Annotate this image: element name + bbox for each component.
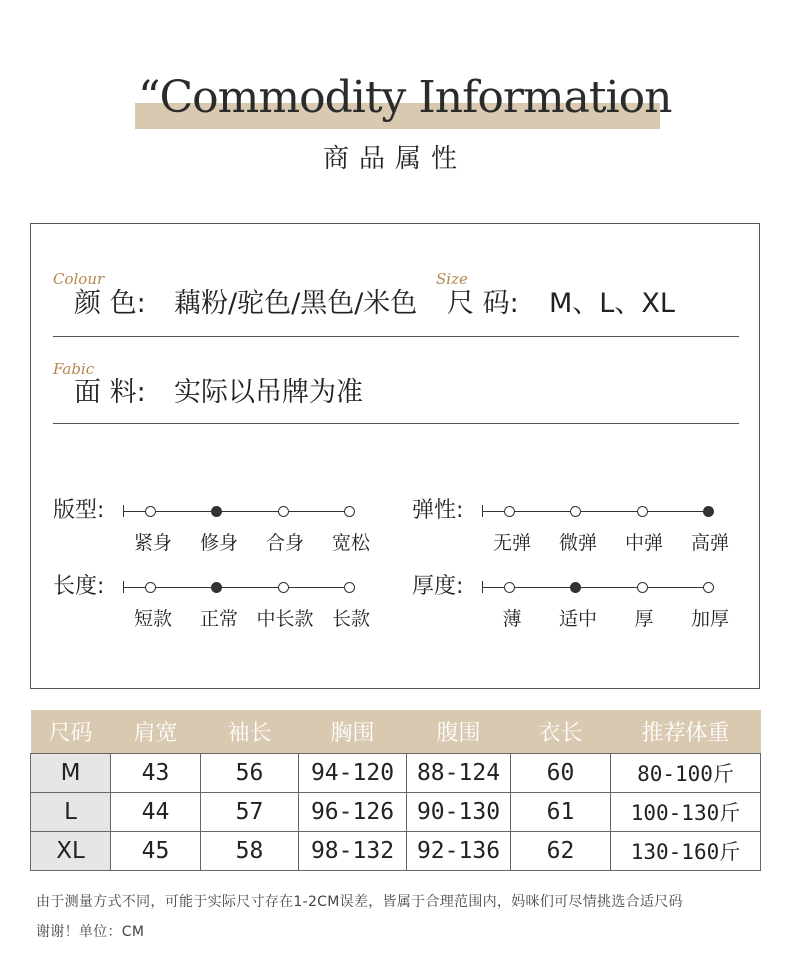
scale-option: 中弹 bbox=[624, 532, 663, 554]
table-cell: 88-124 bbox=[407, 753, 511, 792]
scale-label: 弹性: bbox=[412, 498, 464, 523]
note-measurement: 由于测量方式不同，可能于实际尺寸存在1-2CM误差，皆属于合理范围内，妈咪们可尽情挑选合适尺码 bbox=[36, 894, 683, 910]
fabric-value: 实际以吊牌为准 bbox=[174, 377, 363, 408]
scale-track bbox=[482, 502, 714, 522]
table-header-row bbox=[31, 710, 761, 753]
scale-dot bbox=[145, 506, 156, 517]
scale-option: 无弹 bbox=[492, 532, 531, 554]
scale-dot bbox=[344, 506, 355, 517]
table-cell-size: M bbox=[31, 753, 111, 792]
table-cell: 43 bbox=[111, 753, 201, 792]
table-cell: 94-120 bbox=[299, 753, 407, 792]
scale-option: 正常 bbox=[199, 608, 238, 630]
table-cell: 45 bbox=[111, 831, 201, 870]
scale-option: 高弹 bbox=[690, 532, 729, 554]
scale-dot bbox=[504, 582, 515, 593]
table-cell: 90-130 bbox=[407, 792, 511, 831]
attribute-box bbox=[30, 223, 760, 689]
title-english: “Commodity Information bbox=[138, 72, 672, 123]
colour-script-label: Colour bbox=[53, 270, 105, 288]
table-header-cell: 胸围 bbox=[299, 710, 407, 753]
scale-option: 紧身 bbox=[133, 532, 172, 554]
table-header-cell: 腹围 bbox=[407, 710, 511, 753]
scale-dot bbox=[344, 582, 355, 593]
scale-dot bbox=[278, 506, 289, 517]
table-cell: 98-132 bbox=[299, 831, 407, 870]
size-value: M、L、XL bbox=[549, 288, 675, 319]
fabric-script-label: Fabic bbox=[53, 360, 95, 378]
size-table bbox=[30, 710, 761, 871]
scale-option: 适中 bbox=[558, 608, 597, 630]
table-header-cell: 肩宽 bbox=[111, 710, 201, 753]
table-header-cell: 推荐体重 bbox=[611, 710, 761, 753]
scale-option: 修身 bbox=[199, 532, 238, 554]
table-cell: 44 bbox=[111, 792, 201, 831]
scale-track bbox=[482, 578, 714, 598]
scale-dot bbox=[278, 582, 289, 593]
scale-option: 薄 bbox=[502, 608, 522, 630]
table-cell: 57 bbox=[201, 792, 299, 831]
table-cell: 56 bbox=[201, 753, 299, 792]
scale-dot-selected bbox=[703, 506, 714, 517]
scale-option: 中长款 bbox=[256, 608, 314, 630]
colour-value: 藕粉/驼色/黑色/米色 bbox=[174, 288, 418, 319]
table-cell: 60 bbox=[511, 753, 611, 792]
size-script-label: Size bbox=[436, 270, 468, 288]
scale-dot bbox=[703, 582, 714, 593]
note-unit: 谢谢！单位：CM bbox=[36, 924, 145, 940]
scale-track bbox=[123, 502, 355, 522]
divider-1 bbox=[53, 336, 739, 337]
scale-option: 加厚 bbox=[690, 608, 729, 630]
scale-label: 长度: bbox=[53, 574, 105, 599]
table-row bbox=[31, 792, 761, 831]
table-cell: 130-160斤 bbox=[611, 831, 761, 870]
scale-option: 微弹 bbox=[558, 532, 597, 554]
scale-dot bbox=[570, 506, 581, 517]
table-cell: 61 bbox=[511, 792, 611, 831]
title-chinese: 商品属性 bbox=[322, 144, 467, 174]
table-row bbox=[31, 831, 761, 870]
table-header-cell: 袖长 bbox=[201, 710, 299, 753]
scale-dot bbox=[145, 582, 156, 593]
table-cell: 100-130斤 bbox=[611, 792, 761, 831]
table-cell-size: XL bbox=[31, 831, 111, 870]
scale-option: 短款 bbox=[133, 608, 172, 630]
table-cell: 58 bbox=[201, 831, 299, 870]
scale-dot bbox=[504, 506, 515, 517]
scale-option: 长款 bbox=[331, 608, 370, 630]
scale-option: 合身 bbox=[265, 532, 304, 554]
table-row bbox=[31, 753, 761, 792]
fabric-label: 面 料: bbox=[74, 377, 146, 408]
scale-label: 厚度: bbox=[412, 574, 464, 599]
scale-dot-selected bbox=[211, 582, 222, 593]
scale-option: 宽松 bbox=[331, 532, 370, 554]
scale-track bbox=[123, 578, 355, 598]
scale-dot-selected bbox=[570, 582, 581, 593]
table-cell: 62 bbox=[511, 831, 611, 870]
table-cell: 92-136 bbox=[407, 831, 511, 870]
table-cell: 80-100斤 bbox=[611, 753, 761, 792]
divider-2 bbox=[53, 423, 739, 424]
scale-option: 厚 bbox=[634, 608, 654, 630]
scale-dot bbox=[637, 582, 648, 593]
scale-dot bbox=[637, 506, 648, 517]
table-header-cell: 衣长 bbox=[511, 710, 611, 753]
scale-label: 版型: bbox=[53, 498, 105, 523]
table-cell: 96-126 bbox=[299, 792, 407, 831]
scale-dot-selected bbox=[211, 506, 222, 517]
colour-label: 颜 色: bbox=[74, 288, 146, 319]
table-cell-size: L bbox=[31, 792, 111, 831]
table-header-cell: 尺码 bbox=[31, 710, 111, 753]
size-label: 尺 码: bbox=[447, 288, 519, 319]
